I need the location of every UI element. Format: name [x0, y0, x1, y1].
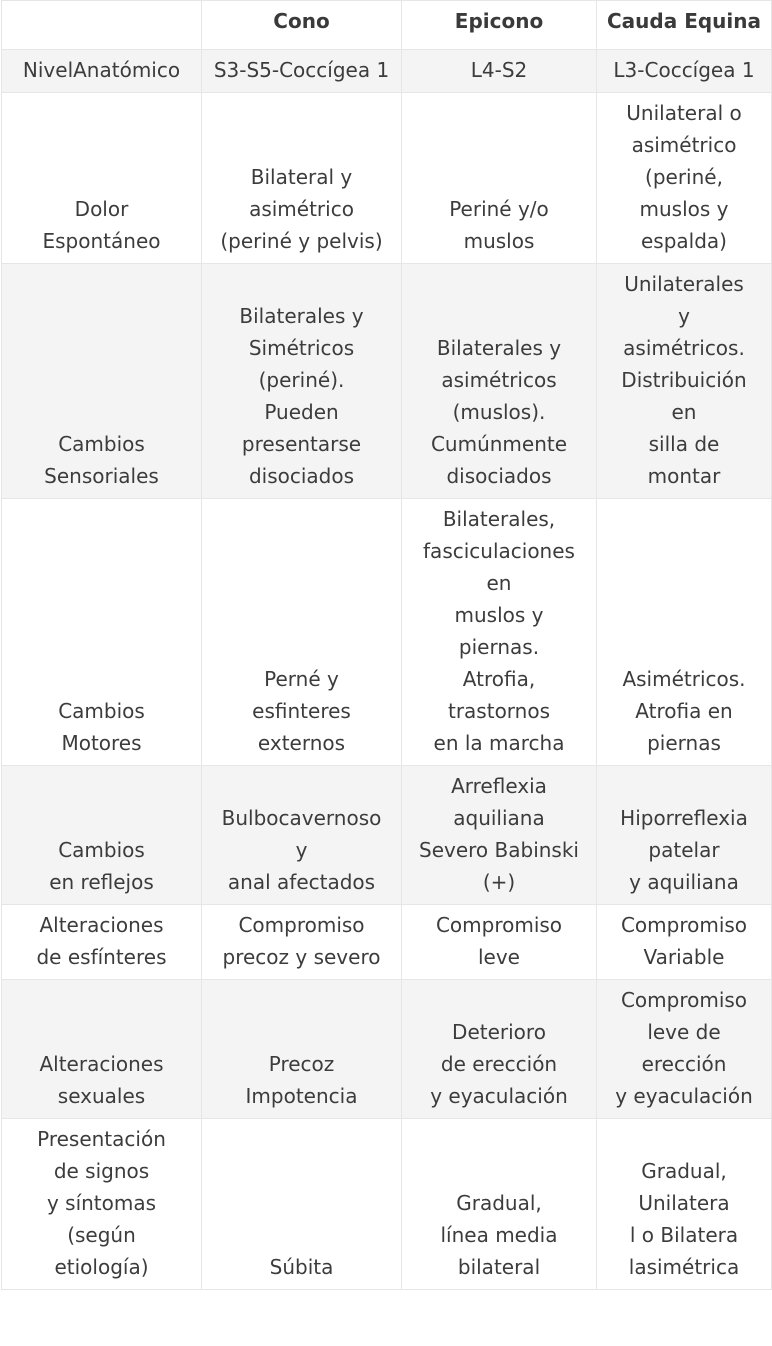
row-label: Cambios en reflejos — [2, 766, 202, 905]
row-label: Alteraciones de esfínteres — [2, 905, 202, 980]
table-cell: S3-S5-Coccígea 1 — [202, 50, 402, 93]
table-cell: Arreflexia aquiliana Severo Babinski (+) — [402, 766, 597, 905]
table-cell: Bulbocavernoso y anal afectados — [202, 766, 402, 905]
row-label: Alteraciones sexuales — [2, 980, 202, 1119]
table-cell: L4-S2 — [402, 50, 597, 93]
table-cell: Bilateral y asimétrico (periné y pelvis) — [202, 93, 402, 264]
table-row — [2, 50, 772, 93]
table-row — [2, 499, 772, 766]
table-row — [2, 766, 772, 905]
row-label: Cambios Motores — [2, 499, 202, 766]
table-cell: Perné y esfinteres externos — [202, 499, 402, 766]
table-row — [2, 1119, 772, 1290]
table-cell: Periné y/o muslos — [402, 93, 597, 264]
table-row — [2, 93, 772, 264]
table-cell: Compromiso leve de erección y eyaculación — [597, 980, 772, 1119]
row-label: NivelAnatómico — [2, 50, 202, 93]
header-row — [2, 1, 772, 50]
row-label: Cambios Sensoriales — [2, 264, 202, 499]
header-cono: Cono — [202, 1, 402, 50]
table-cell: Deterioro de erección y eyaculación — [402, 980, 597, 1119]
table-row — [2, 980, 772, 1119]
table-cell: Compromiso leve — [402, 905, 597, 980]
table-cell: Gradual, Unilatera l o Bilatera lasimétrica — [597, 1119, 772, 1290]
table-cell: Precoz Impotencia — [202, 980, 402, 1119]
table-cell: Bilaterales y Simétricos (periné). Pueden presentarse disociados — [202, 264, 402, 499]
table-cell: Hiporreflexia patelar y aquiliana — [597, 766, 772, 905]
table-cell: Unilaterales y asimétricos. Distribuición en silla de montar — [597, 264, 772, 499]
header-epicono: Epicono — [402, 1, 597, 50]
table-cell: Gradual, línea media bilateral — [402, 1119, 597, 1290]
table-cell: Compromiso precoz y severo — [202, 905, 402, 980]
row-label: Dolor Espontáneo — [2, 93, 202, 264]
table-cell: Súbita — [202, 1119, 402, 1290]
table-row — [2, 905, 772, 980]
table-cell: Compromiso Variable — [597, 905, 772, 980]
table-row — [2, 264, 772, 499]
header-empty — [2, 1, 202, 50]
comparison-table — [1, 0, 772, 1290]
table-cell: Unilateral o asimétrico (periné, muslos y espalda) — [597, 93, 772, 264]
table-cell: L3-Coccígea 1 — [597, 50, 772, 93]
table-cell: Bilaterales, fasciculaciones en muslos y piernas. Atrofia, trastornos en la marcha — [402, 499, 597, 766]
row-label: Presentación de signos y síntomas (según etiología) — [2, 1119, 202, 1290]
header-cauda-equina: Cauda Equina — [597, 1, 772, 50]
table-cell: Bilaterales y asimétricos (muslos). Cumúnmente disociados — [402, 264, 597, 499]
table-cell: Asimétricos. Atrofia en piernas — [597, 499, 772, 766]
